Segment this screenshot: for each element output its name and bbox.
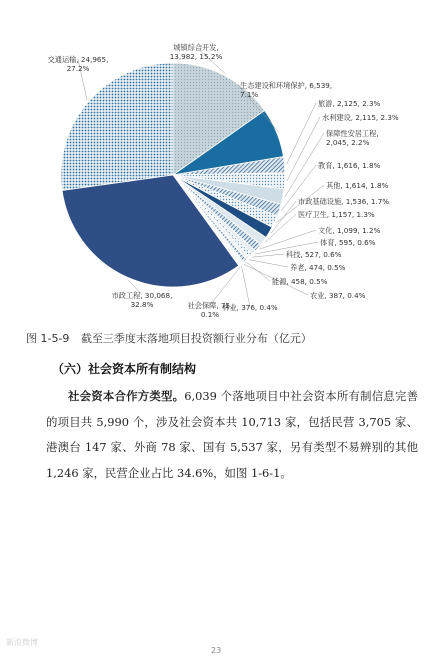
slice-label-11: 体育, 595, 0.6% xyxy=(320,238,376,247)
slice-label-15: 农业, 387, 0.4% xyxy=(310,291,366,300)
slice-label-7: 其他, 1,614, 1.8% xyxy=(326,181,389,190)
figure-caption-text: 截至三季度末落地项目投资额行业分布（亿元） xyxy=(80,332,312,345)
body-paragraph xyxy=(46,384,418,487)
leader-line-12 xyxy=(252,254,284,257)
slice-label-4: 水利建设, 2,115, 2.3% xyxy=(322,113,399,122)
leader-line-14 xyxy=(246,262,270,281)
slice-label-14: 能源, 458, 0.5% xyxy=(272,277,328,286)
slice-label-8: 市政基础设施, 1,536, 1.7% xyxy=(298,197,390,206)
slice-label-3: 旅游, 2,125, 2.3% xyxy=(318,99,381,108)
section-title: （六）社会资本所有制结构 xyxy=(52,362,197,376)
watermark: 新浪微博 xyxy=(6,638,38,647)
slice-label-5: 保障性安居工程, 2,045, 2.2% xyxy=(326,129,379,147)
slice-label-13: 养老, 474, 0.5% xyxy=(290,263,346,272)
slice-label-2: 生态建设和环境保护, 6,539, 7.1% xyxy=(240,81,333,99)
slice-label-17: 社会保障, 75, 0.1% xyxy=(187,301,233,319)
paragraph-text: 6,039 个落地项目中社会资本所有制信息完善的项目共 5,990 个，涉及社会资本共 10,713 家，包括民营 3,705 家、港澳台 147 家、外商 78 家、国有 5,537 家，另有类型不易辨别的其他 1,246 家，民营企业占比 34.6%，如图 1-6-1。 xyxy=(46,389,418,480)
slice-label-10: 文化, 1,099, 1.2% xyxy=(318,226,381,235)
pie-chart xyxy=(0,0,439,325)
slice-label-1: 城镇综合开发, 13,982, 15.2% xyxy=(169,43,223,61)
leader-line-13 xyxy=(249,260,288,267)
pie-slice-0 xyxy=(61,63,173,190)
figure-caption xyxy=(26,330,312,346)
figure-number: 图 1-5-9 xyxy=(26,332,70,345)
leader-line-4 xyxy=(287,117,320,181)
slice-label-6: 教育, 1,616, 1.8% xyxy=(318,161,381,170)
slice-label-0: 交通运输, 24,965, 27.2% xyxy=(47,55,109,73)
slice-label-12: 科技, 527, 0.6% xyxy=(286,250,342,259)
paragraph-lead: 社会资本合作方类型。 xyxy=(68,389,185,403)
slice-label-16: 林业, 376, 0.4% xyxy=(222,303,278,312)
leader-line-16 xyxy=(242,266,250,307)
slice-label-18: 市政工程, 30,068, 32.8% xyxy=(111,291,173,309)
slice-label-9: 医疗卫生, 1,157, 1.3% xyxy=(298,210,375,219)
page-number: 23 xyxy=(211,646,222,655)
